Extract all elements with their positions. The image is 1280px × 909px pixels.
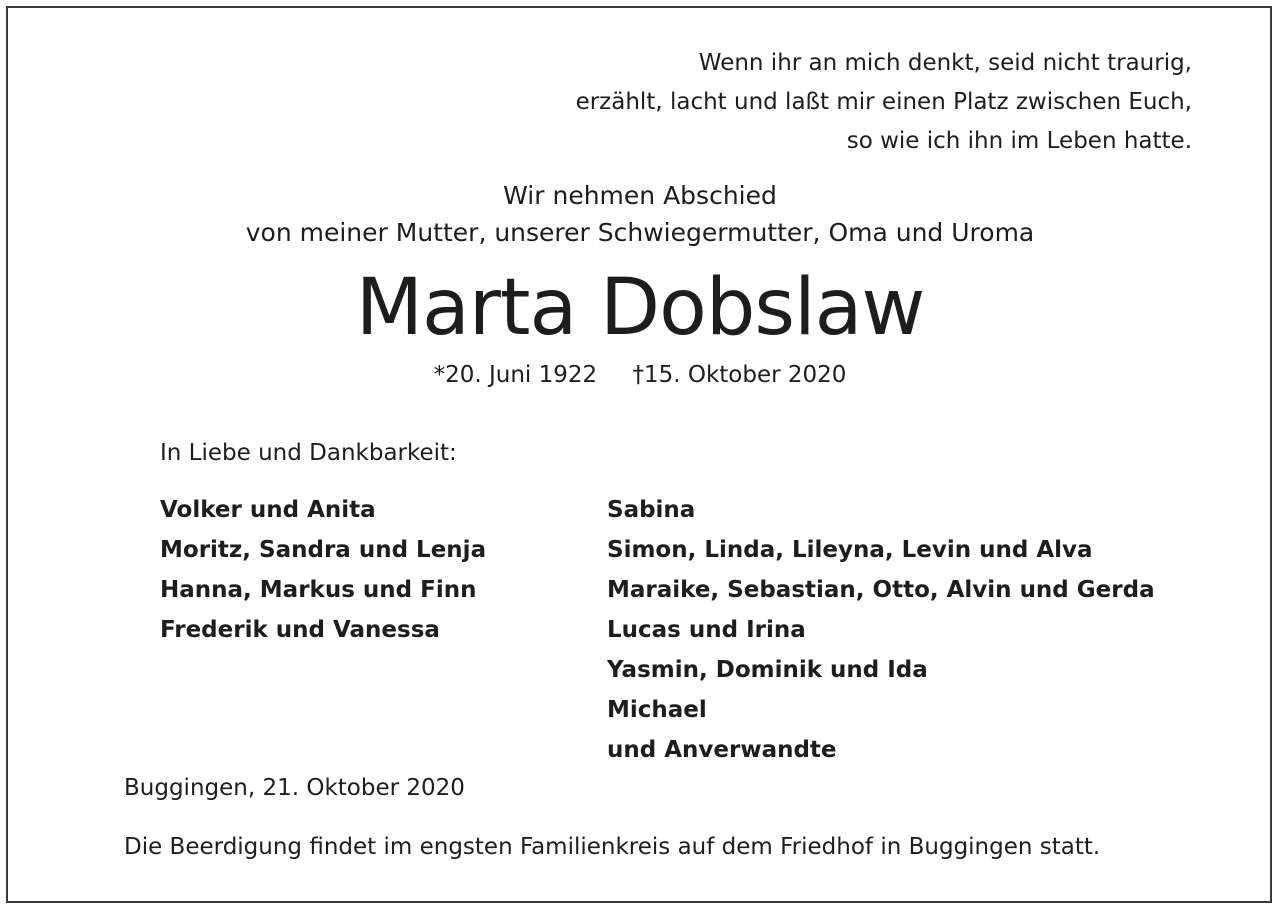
mourner-entry: Yasmin, Dominik und Ida: [607, 657, 928, 683]
mourner-entry: Sabina: [607, 497, 696, 523]
poem-line: so wie ich ihn im Leben hatte.: [846, 128, 1192, 154]
mourner-entry: Simon, Linda, Lileyna, Levin und Alva: [607, 537, 1093, 563]
death-date: †15. Oktober 2020: [632, 362, 847, 388]
deceased-name: Marta Dobslaw: [355, 263, 925, 353]
place-and-date: Buggingen, 21. Oktober 2020: [124, 775, 465, 801]
poem: [576, 44, 1192, 161]
poem-line: Wenn ihr an mich denkt, seid nicht traurig,: [698, 50, 1192, 76]
intro-line-1: Wir nehmen Abschied: [503, 181, 777, 210]
thanks-label: In Liebe und Dankbarkeit:: [160, 440, 457, 466]
birth-date: *20. Juni 1922: [433, 362, 598, 388]
mourner-entry: Moritz, Sandra und Lenja: [160, 537, 487, 563]
poem-line: erzählt, lacht und laßt mir einen Platz zwischen Euch,: [575, 89, 1192, 115]
intro-line-2: von meiner Mutter, unserer Schwiegermutter, Oma und Uroma: [245, 218, 1035, 247]
mourner-entry: Volker und Anita: [160, 497, 376, 523]
mourner-entry: Michael: [607, 697, 707, 723]
farewell-intro: [0, 177, 1280, 251]
mourner-entry: Frederik und Vanessa: [160, 617, 440, 643]
mourner-entry: und Anverwandte: [607, 737, 837, 763]
life-dates: [0, 358, 1280, 392]
mourners-left-column: [160, 490, 486, 650]
funeral-note: Die Beerdigung findet im engsten Familienkreis auf dem Friedhof in Buggingen statt.: [124, 834, 1101, 860]
mourners-right-column: [607, 490, 1155, 770]
mourner-entry: Hanna, Markus und Finn: [160, 577, 477, 603]
mourner-entry: Lucas und Irina: [607, 617, 806, 643]
mourner-entry: Maraike, Sebastian, Otto, Alvin und Gerda: [607, 577, 1155, 603]
